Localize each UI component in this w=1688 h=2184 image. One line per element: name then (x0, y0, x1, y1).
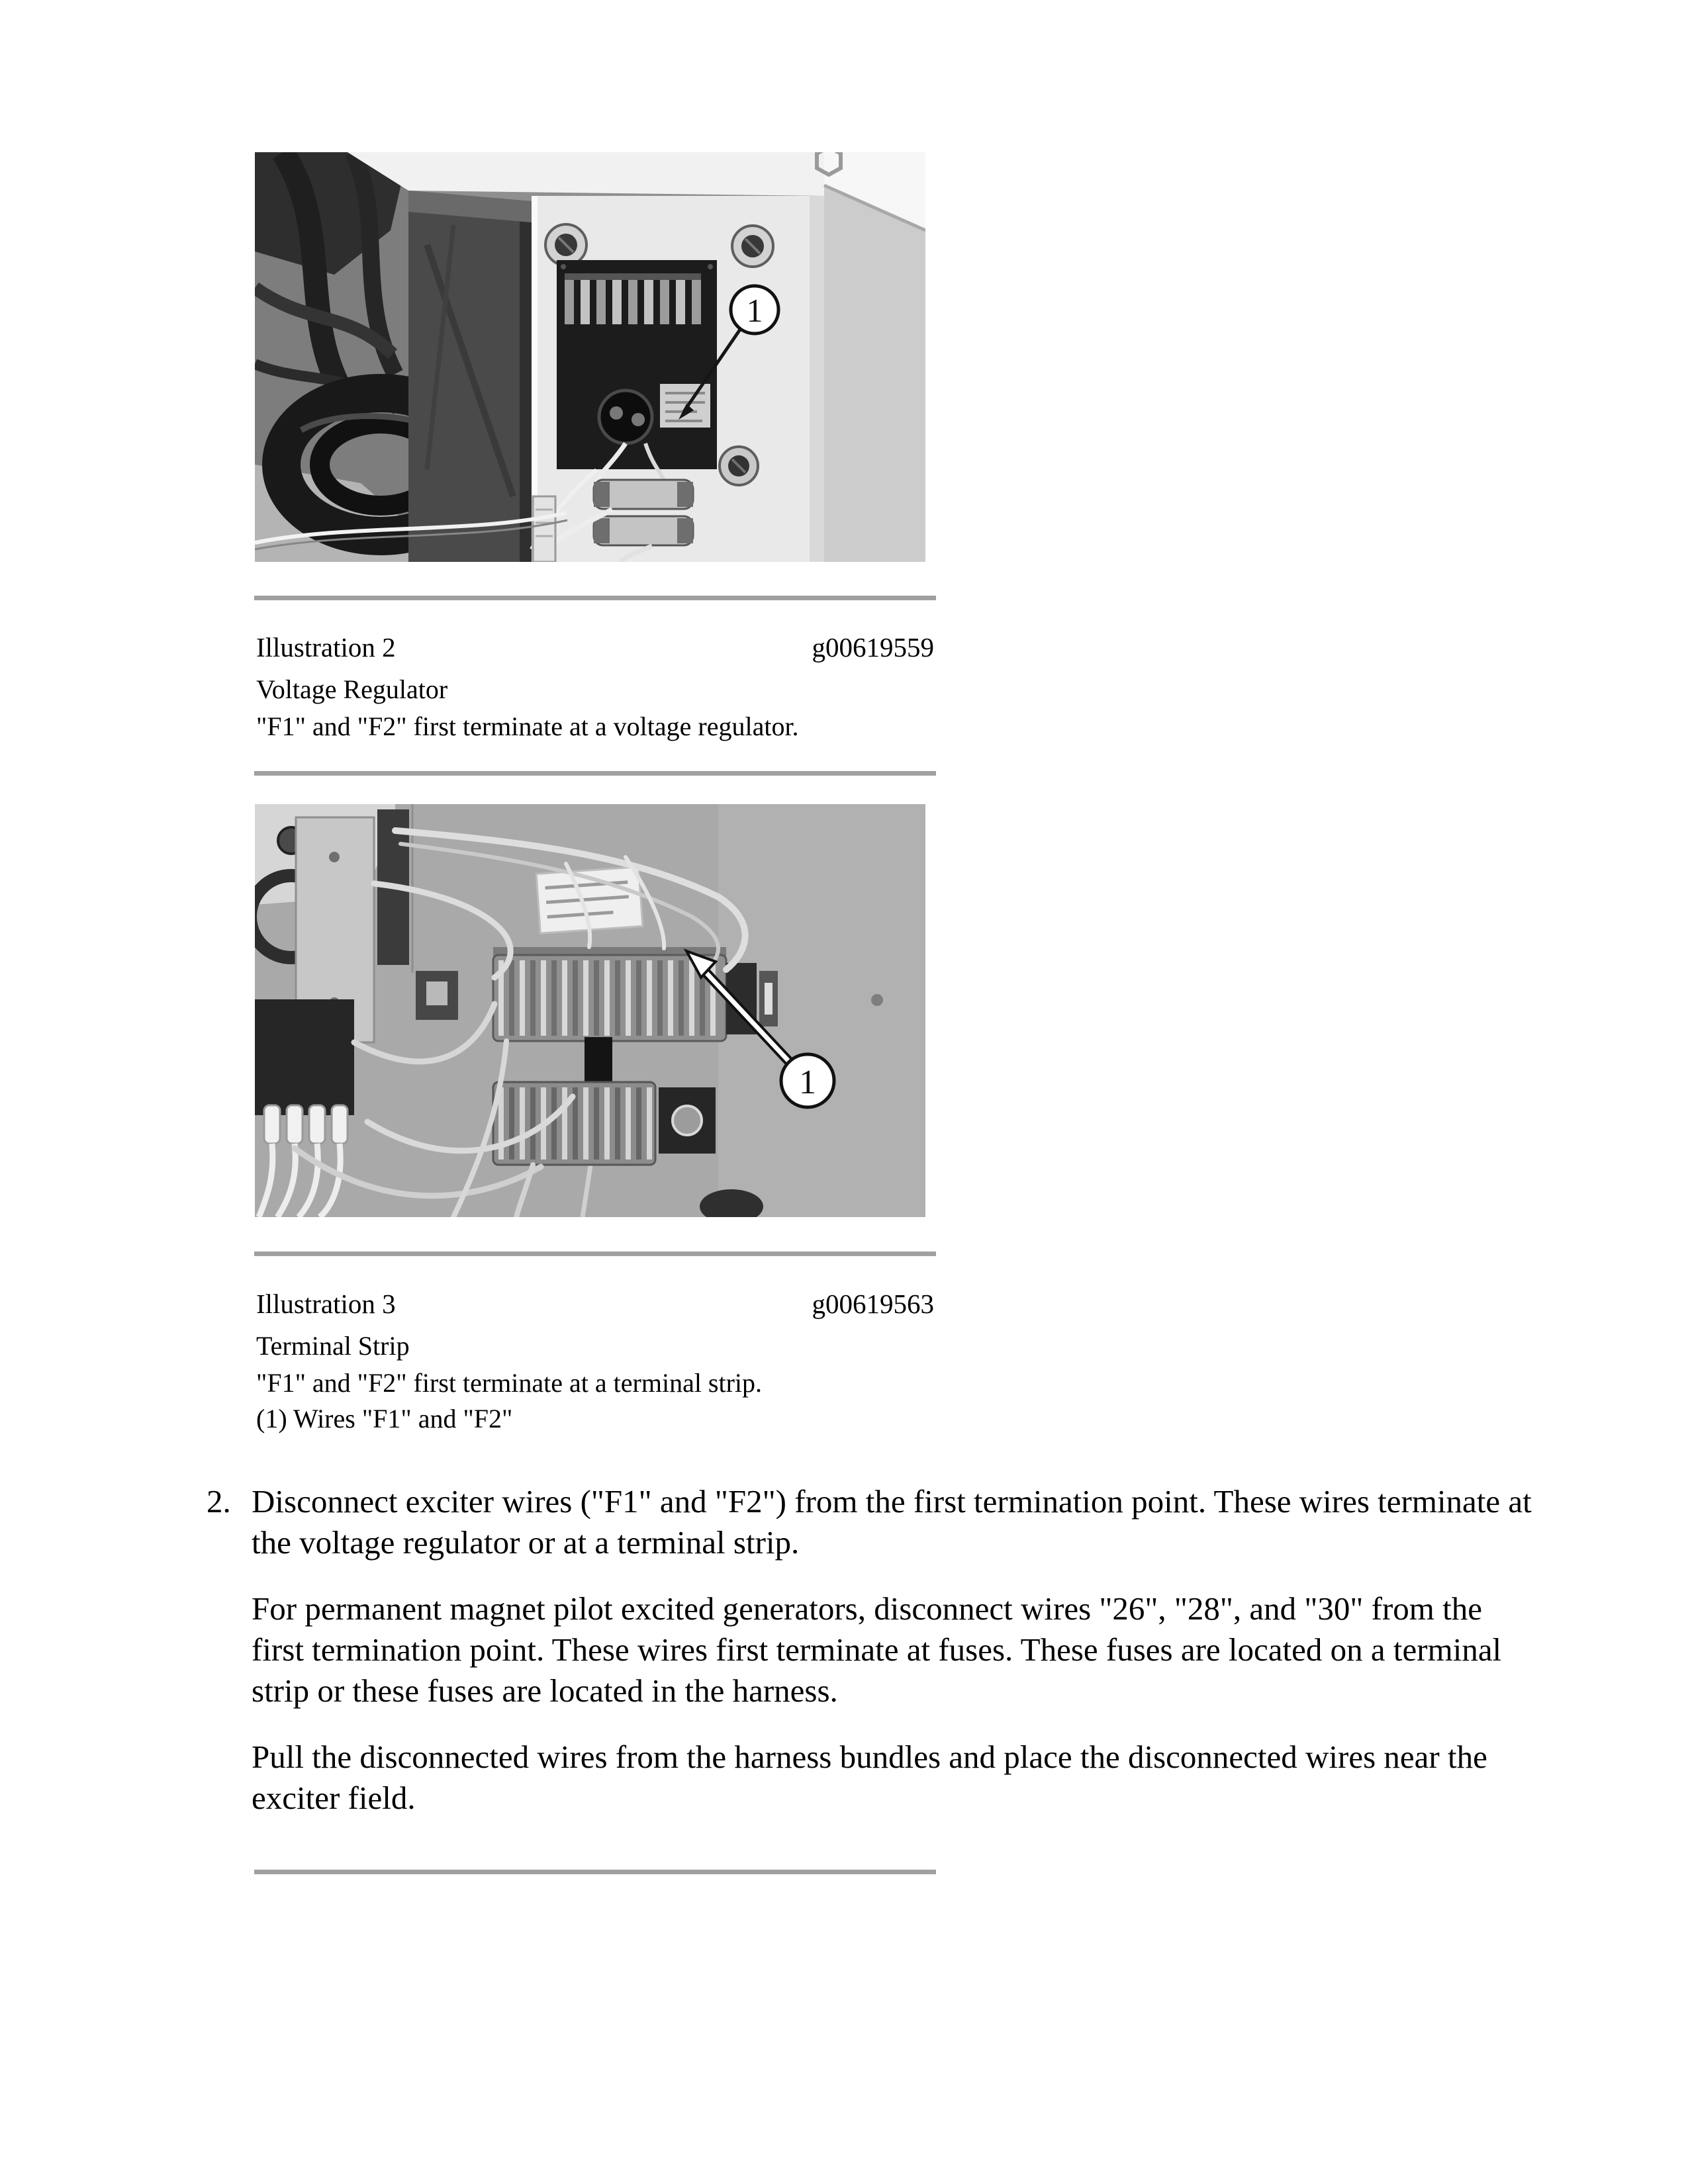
divider-rule-1 (254, 596, 936, 600)
step-2-paragraph-3: Pull the disconnected wires from the harness bundles and place the disconnected wires near the exciter field. (252, 1739, 1487, 1816)
voltage-regulator-photo-art (255, 152, 925, 562)
step-2-paragraph-1: Disconnect exciter wires ("F1" and "F2") from the first termination point. These wires terminate at the voltage regulator or at a terminal strip. (252, 1483, 1532, 1561)
figure1-callout-number: 1 (746, 292, 763, 329)
terminal-strip-photo-art (255, 804, 925, 1217)
divider-rule-3 (254, 1251, 936, 1256)
figure1-title: Voltage Regulator (256, 674, 448, 704)
divider-rule-2 (254, 771, 936, 776)
bolt-bottom-right (720, 447, 758, 485)
divider-rule-4 (254, 1870, 936, 1874)
figure1-caption-id: g00619559 (812, 632, 934, 662)
step-2-body (252, 1481, 1537, 1819)
step-2 (207, 1481, 1537, 1819)
figure2-caption-row (256, 1291, 934, 1318)
bolt-top-right (732, 226, 773, 267)
figure1-photo (255, 152, 925, 562)
lower-terminal-strip (493, 1082, 716, 1165)
figure1-caption-row (256, 634, 934, 661)
figure2-caption-label: Illustration 3 (256, 1289, 396, 1319)
bolt-top-left (545, 224, 586, 265)
figure1-caption-label: Illustration 2 (256, 632, 396, 662)
voltage-regulator-box (557, 260, 717, 469)
figure2-description: "F1" and "F2" first terminate at a terminal strip. (256, 1368, 763, 1398)
step-2-number: 2. (207, 1483, 231, 1520)
figure2-photo (255, 804, 925, 1217)
step-2-paragraph-2: For permanent magnet pilot excited generators, disconnect wires "26", "28", and "30" from the first termination point. These wires first terminate at fuses. These fuses are located on a terminal strip or these fuses are located in the harness. (252, 1590, 1502, 1709)
figure2-callout-number: 1 (799, 1064, 816, 1101)
figure2-legend: (1) Wires "F1" and "F2" (256, 1404, 513, 1433)
figure1-description: "F1" and "F2" first terminate at a voltage regulator. (256, 711, 799, 741)
figure2-title: Terminal Strip (256, 1331, 410, 1361)
figure2-caption-id: g00619563 (812, 1289, 934, 1319)
